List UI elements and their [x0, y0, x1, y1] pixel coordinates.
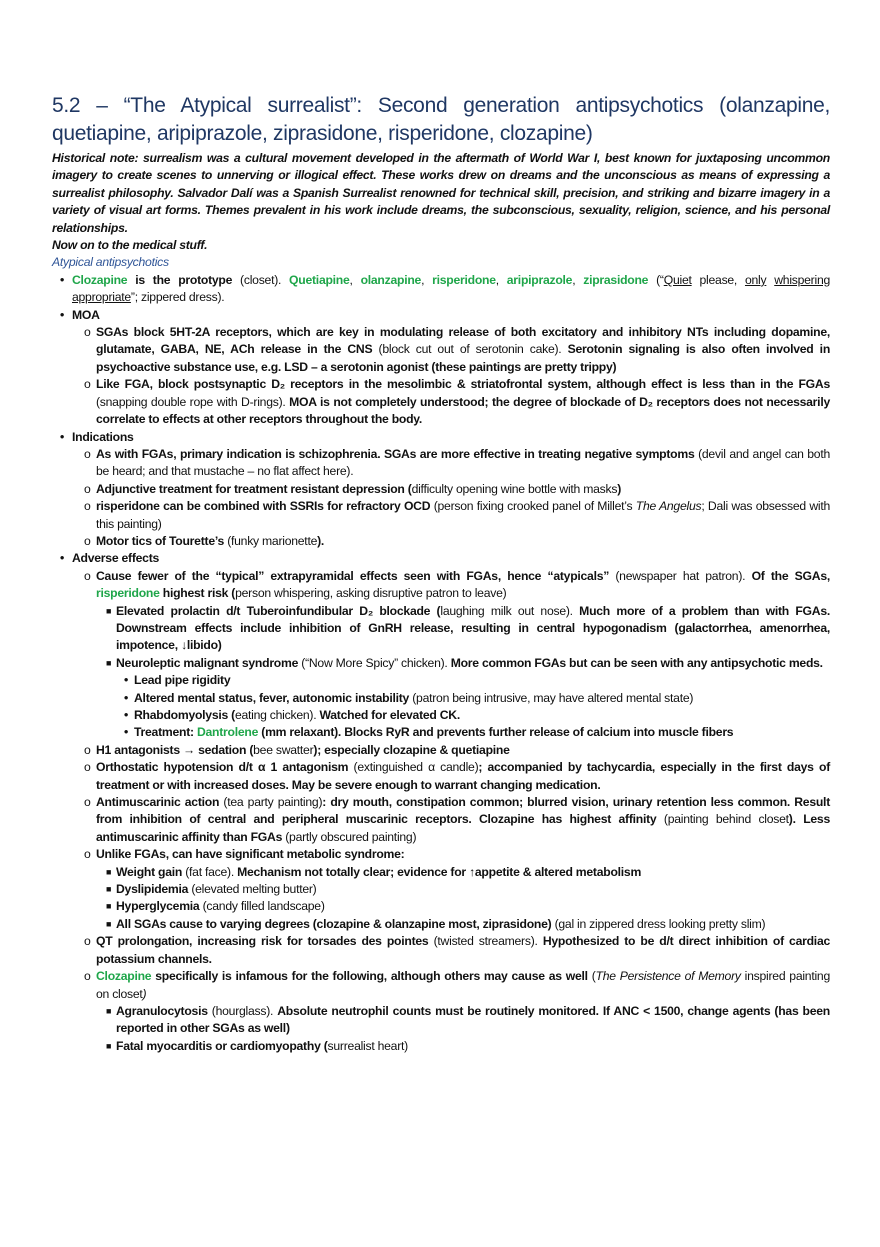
list-item [52, 568, 830, 603]
text-run: , [572, 272, 584, 287]
text-run: (newspaper hat patron). [609, 568, 752, 583]
document-body [52, 150, 830, 1055]
bullet-icon: o [84, 325, 91, 340]
text-run: eating chicken). [234, 708, 320, 722]
list-item [52, 881, 830, 898]
drug-name: Quetiapine [289, 272, 350, 287]
text-run: Altered mental status, fever, autonomic instability [134, 690, 410, 705]
text-run: Like FGA, block postsynaptic D₂ receptors in the mesolimbic & striatofrontal system, although effect is less than in the FGAs [96, 377, 830, 392]
text-run: As with FGAs, primary indication is schizophrenia. SGAs are more effective in treating negative symptoms [96, 446, 695, 461]
text-run: (painting behind closet [656, 812, 789, 827]
bullet-icon: o [84, 499, 91, 514]
text-run: (extinguished α candle) [348, 760, 479, 775]
text-run: (tea party painting) [219, 795, 323, 810]
text-run: Watched for elevated CK. [319, 708, 460, 722]
text-run: (closet). [232, 272, 290, 287]
text-run: Unlike FGAs, can have significant metabolic syndrome: [96, 847, 405, 862]
text-run: surrealist heart) [327, 1038, 408, 1053]
bullet-icon: o [84, 377, 91, 392]
drug-name: aripiprazole [506, 272, 573, 287]
text-run: difficulty opening wine bottle with masks [411, 481, 618, 496]
text-run: Serotonin signaling is also often involved in psychoactive substance use, e.g. LSD – a serotonin agonist (these paintings are pretty trippy) [96, 342, 831, 374]
text-run: (fat face). [182, 864, 238, 879]
text-run: Fatal myocarditis or cardiomyopathy ( [116, 1038, 328, 1053]
text-run: Indications [72, 429, 134, 444]
list-item [52, 933, 830, 968]
text-run: (devil and angel can both be heard; and that mustache – no flat affect here). [96, 446, 830, 479]
text-run: (block cut out of serotonin cake). [372, 342, 568, 357]
text-run: MOA is not completely understood; the degree of blockade of D₂ receptors does not necessarily correlate to effects at other receptors throughout the body. [96, 394, 830, 427]
bullet-icon: • [60, 307, 65, 322]
list-item [52, 742, 830, 759]
bullet-icon: ■ [106, 1040, 112, 1051]
bullet-icon: • [124, 708, 129, 722]
text-run: Agranulocytosis [116, 1003, 208, 1018]
text-run: Hyperglycemia [116, 899, 200, 914]
text-run: (twisted streamers). [428, 934, 543, 949]
text-run: The Angelus [635, 499, 702, 514]
text-run: Now on to the medical stuff. [52, 238, 208, 253]
text-run: ; Dali was obsessed with this painting) [96, 499, 830, 531]
paragraph [52, 254, 830, 271]
text-run: , [349, 272, 361, 287]
list-item [52, 446, 830, 481]
bullet-icon: o [84, 481, 91, 496]
text-run: Dyslipidemia [116, 882, 189, 897]
text-run: SGAs block 5HT-2A receptors, which are key in modulating release of both excitatory and inhibitory NTs including dopamine, glutamate, GABA, NE, ACh release in the CNS [96, 325, 830, 357]
bullet-icon: ■ [106, 918, 112, 929]
list-item [52, 603, 830, 655]
bullet-icon: ■ [106, 1005, 112, 1016]
bullet-icon: ■ [106, 901, 112, 912]
text-run: Much more of a problem than with FGAs. Downstream effects include inhibition of GnRH release, resulting in central hypogonadism (galactorrhea, amenorrhea, impotence, ↓libido) [116, 603, 830, 653]
text-run: All SGAs cause to varying degrees (clozapine & olanzapine most, ziprasidone) [116, 916, 552, 931]
text-run: MOA [72, 307, 100, 322]
text-run: Orthostatic hypotension d/t α 1 antagonism [96, 760, 349, 775]
bullet-icon: o [84, 568, 91, 583]
bullet-icon: ■ [106, 657, 112, 668]
list-item [52, 1038, 830, 1055]
text-run: Motor tics of Tourette’s [96, 533, 225, 548]
list-item [52, 898, 830, 915]
text-run: (partly obscured painting) [282, 829, 417, 844]
list-item [52, 672, 830, 689]
list-item [52, 481, 830, 498]
list-item [52, 864, 830, 881]
bullet-icon: o [84, 847, 91, 862]
text-run: ) [617, 481, 622, 496]
list-item [52, 690, 830, 707]
drug-name: risperidone [96, 586, 160, 601]
bullet-icon: • [124, 725, 129, 740]
text-run: (“ [648, 272, 664, 287]
text-run: H1 antagonists → sedation ( [96, 742, 254, 757]
text-run: (mm relaxant). Blocks RyR and prevents further release of calcium into muscle fibers [258, 725, 734, 740]
text-run: Adjunctive treatment for treatment resistant depression ( [96, 481, 412, 496]
drug-name: olanzapine [360, 272, 422, 287]
text-run: (gal in zippered dress looking pretty slim) [551, 916, 766, 931]
list-item [52, 550, 830, 567]
bullet-icon: ■ [106, 605, 112, 616]
text-run: Absolute neutrophil counts must be routinely monitored. If ANC < 1500, change agents (has been reported in other SGAs as well) [116, 1003, 830, 1036]
text-run: , [421, 272, 433, 287]
bullet-icon: o [84, 795, 91, 810]
paragraph [52, 150, 830, 237]
text-run: : dry mouth, constipation common; blurred vision, urinary retention less common. Result from inhibition of central and peripheral muscarinic receptors. Clozapine has highest affinity [96, 795, 831, 827]
list-item [52, 916, 830, 933]
text-run: ) [142, 986, 147, 1001]
list-item [52, 272, 830, 307]
text-run: please, [691, 272, 745, 287]
text-run: Rhabdomyolysis ( [134, 708, 235, 722]
list-item [52, 429, 830, 446]
text-run: The Persistence of Memory [595, 969, 741, 984]
list-item [52, 759, 830, 794]
text-run: Elevated prolactin d/t Tuberoinfundibular D₂ blockade ( [116, 603, 441, 618]
text-run: Lead pipe rigidity [134, 673, 231, 688]
bullet-icon: o [84, 934, 91, 949]
drug-name: risperidone [432, 272, 496, 287]
text-run: Cause fewer of the “typical” extrapyramidal effects seen with FGAs, hence “atypicals” [96, 568, 610, 583]
paragraph [52, 237, 830, 254]
list-item [52, 794, 830, 846]
text-run: risperidone can be combined with SSRIs for refractory OCD [96, 499, 431, 514]
list-item [52, 846, 830, 863]
text-run: (snapping double rope with D-rings). [96, 394, 290, 409]
list-item [52, 376, 830, 428]
text-run: ). Less antimuscarinic affinity than FGAs [96, 812, 830, 844]
text-run: QT prolongation, increasing risk for torsades des pointes [96, 934, 429, 949]
text-run: Mechanism not totally clear; evidence for ↑appetite & altered metabolism [237, 864, 642, 879]
drug-name: Clozapine [96, 969, 152, 984]
text-run: Of the SGAs, [751, 568, 830, 583]
drug-name: ziprasidone [583, 272, 649, 287]
text-run: ); especially clozapine & quetiapine [313, 742, 510, 757]
text-run: laughing milk out nose). [440, 603, 580, 618]
list-item [52, 1003, 830, 1038]
text-run: (elevated melting butter) [188, 882, 317, 897]
text-run: (funky marionette [224, 533, 318, 548]
text-run: Atypical antipsychotics [52, 255, 169, 270]
text-run: Treatment: [134, 725, 197, 740]
text-run: inspired painting on closet [96, 969, 830, 1001]
list-item [52, 324, 830, 376]
bullet-icon: • [60, 272, 65, 287]
text-run: (patron being intrusive, may have altered mental state) [409, 690, 694, 705]
text-run: person whispering, asking disruptive patron to leave) [235, 586, 507, 601]
text-run: only [744, 272, 767, 287]
text-run: ”; zippered dress). [130, 290, 225, 305]
list-item [52, 307, 830, 324]
bullet-icon: • [124, 690, 129, 705]
list-item [52, 655, 830, 672]
bullet-icon: o [84, 533, 91, 548]
bullet-icon: ■ [106, 884, 112, 895]
text-run: is the prototype [127, 272, 233, 287]
text-run: (candy filled landscape) [199, 899, 325, 914]
text-run: , [495, 272, 507, 287]
bullet-icon: ■ [106, 866, 112, 877]
text-run: (“Now More Spicy” chicken). [298, 655, 451, 670]
text-run: ( [587, 969, 596, 984]
text-run: Historical note: surrealism was a cultural movement developed in the aftermath of World War I, best known for juxtaposing uncommon imagery to create scenes to unnerving or illogical effect. These works drew on dreams and the unconscious as means of expressing a surrealist philosophy. Salvador Dalí was a Spanish Surrealist renowned for technical skill, precision, and striking and bizarre imagery in a variety of visual art forms. Themes prevalent in his work include dreams, the subconscious, sexuality, religion, science, and his personal relationships. [52, 151, 830, 235]
text-run: Hypothesized to be d/t direct inhibition of cardiac potassium channels. [96, 934, 830, 966]
text-run: Antimuscarinic action [96, 795, 220, 810]
text-run: (person fixing crooked panel of Millet’s [430, 499, 636, 514]
list-item [52, 724, 830, 741]
bullet-icon: • [60, 551, 65, 566]
text-run: Quiet [663, 272, 692, 287]
text-run: ; accompanied by tachycardia, especially in the first days of treatment or with increased doses. May be severe enough to warrant changing medication. [96, 760, 830, 792]
list-item [52, 968, 830, 1003]
drug-name: Dantrolene [196, 725, 259, 740]
text-run: Neuroleptic malignant syndrome [116, 655, 299, 670]
text-run: Weight gain [116, 864, 183, 879]
list-item [52, 707, 830, 724]
bullet-icon: o [84, 969, 91, 984]
list-item [52, 533, 830, 550]
text-run: ). [317, 533, 325, 548]
document-content [52, 92, 830, 1055]
bullet-icon: o [84, 446, 91, 461]
drug-name: Clozapine [72, 272, 128, 287]
text-run: More common FGAs but can be seen with any antipsychotic meds. [450, 655, 823, 670]
text-run: whispering appropriate [72, 272, 830, 305]
bullet-icon: o [84, 760, 91, 775]
section-title: 5.2 – “The Atypical surrealist”: Second generation antipsychotics (olanzapine, quetiapine, aripiprazole, ziprasidone, risperidone, clozapine) [52, 94, 830, 145]
bullet-icon: • [60, 429, 65, 444]
text-run: (hourglass). [207, 1003, 278, 1018]
bullet-icon: o [84, 742, 91, 757]
list-item [52, 498, 830, 533]
text-run: specifically is infamous for the following, although others may cause as well [151, 969, 588, 984]
text-run: bee swatter [253, 742, 314, 757]
bullet-icon: • [124, 673, 129, 688]
text-run: Adverse effects [72, 551, 160, 566]
text-run: highest risk ( [159, 586, 236, 601]
